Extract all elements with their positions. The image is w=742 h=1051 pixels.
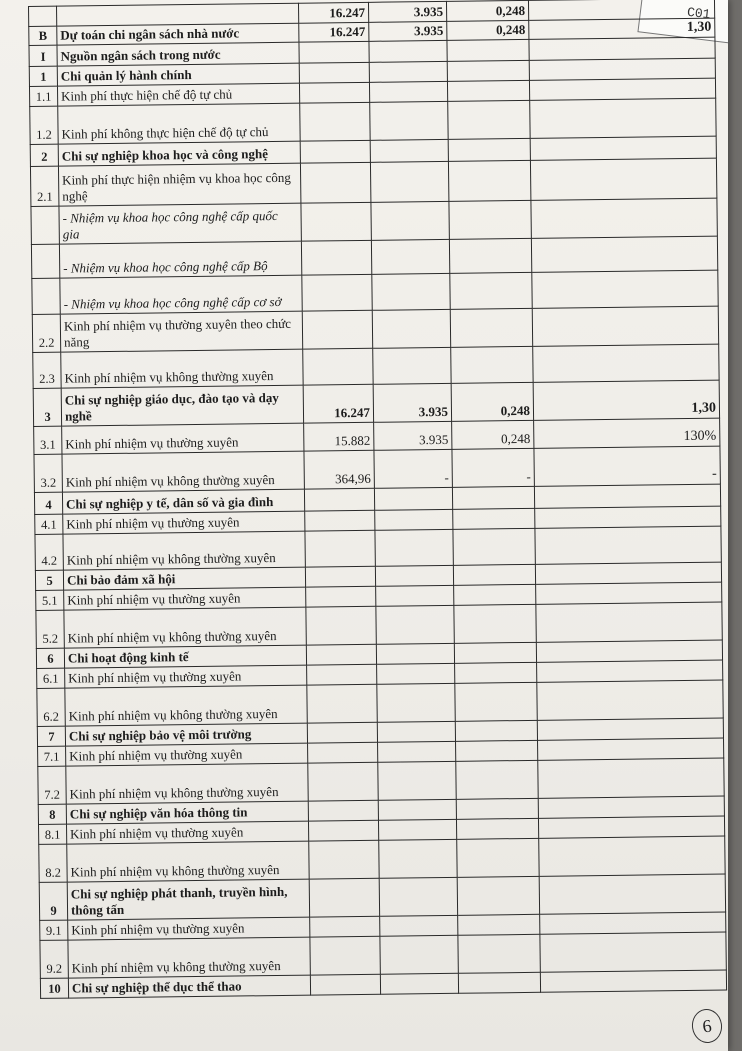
row-code: 2.1 — [30, 166, 58, 206]
row-item-name: Chi sự nghiệp phát thanh, truyền hình, thông tấn — [67, 879, 309, 920]
row-value-1 — [303, 349, 373, 386]
row-value-2 — [372, 274, 450, 311]
row-value-2 — [371, 240, 449, 275]
row-code: 1.1 — [29, 86, 57, 106]
row-value-2 — [378, 800, 456, 821]
row-value-3 — [447, 81, 529, 102]
row-code: 2 — [30, 144, 58, 166]
row-value-ratio — [531, 236, 717, 272]
row-value-3: 0,248 — [447, 20, 529, 40]
row-value-2 — [375, 566, 453, 587]
row-code: 8 — [38, 804, 66, 824]
row-value-ratio — [535, 506, 721, 528]
row-item-name: Chi sự nghiệp bảo vệ môi trường — [65, 723, 307, 746]
row-value-3 — [458, 935, 540, 974]
corner-code-label: C01 — [685, 4, 711, 23]
row-value-2 — [379, 878, 457, 917]
row-value-1: 16.247 — [298, 2, 368, 23]
row-code: 2.3 — [33, 352, 61, 388]
row-value-ratio — [536, 582, 722, 604]
row-item-name: Nguồn ngân sách trong nước — [57, 42, 299, 66]
row-item-name: Chi sự nghiệp thể dục thể thao — [68, 975, 310, 998]
row-value-1 — [304, 489, 374, 512]
row-value-2 — [379, 840, 457, 879]
row-code: 5 — [35, 570, 63, 590]
row-value-3: - — [452, 449, 534, 488]
row-code: 9.2 — [40, 940, 68, 978]
row-value-1 — [307, 685, 377, 724]
row-value-3 — [457, 839, 539, 878]
row-code: 6.1 — [37, 668, 65, 688]
row-value-1 — [306, 645, 376, 666]
row-value-2 — [377, 684, 455, 723]
row-code: 4.1 — [35, 514, 63, 534]
row-value-3 — [454, 605, 536, 644]
row-value-ratio — [537, 718, 723, 740]
row-value-ratio — [532, 306, 718, 346]
row-code: 3.1 — [34, 426, 62, 454]
row-value-1: 16.247 — [299, 22, 369, 42]
row-item-name: - Nhiệm vụ khoa học công nghệ cấp Bộ — [59, 241, 301, 278]
row-code: I — [29, 45, 57, 66]
row-value-ratio — [538, 796, 724, 818]
row-value-3: 0,248 — [452, 421, 534, 450]
row-value-ratio — [529, 58, 715, 80]
row-code: 4.2 — [35, 534, 63, 570]
row-value-ratio — [530, 98, 716, 138]
row-code: 3.2 — [34, 454, 62, 492]
row-value-ratio — [534, 484, 720, 508]
row-item-name: Chi sự nghiệp giáo dục, đào tạo và dạy nghề — [61, 385, 303, 426]
row-value-ratio — [538, 758, 724, 798]
row-item-name: Kinh phí nhiệm vụ không thường xuyên — [63, 531, 305, 570]
row-value-1 — [310, 917, 380, 938]
row-value-1 — [307, 723, 377, 744]
row-code: 2.2 — [32, 314, 60, 352]
row-value-2 — [377, 722, 455, 743]
row-value-ratio — [540, 932, 726, 972]
row-value-3 — [454, 585, 536, 606]
row-value-ratio — [539, 874, 725, 914]
row-value-ratio — [529, 78, 715, 100]
row-value-2 — [372, 310, 450, 349]
row-value-3 — [455, 683, 537, 722]
row-value-ratio — [536, 602, 722, 642]
row-code: 6 — [36, 648, 64, 668]
row-item-name: Kinh phí thực hiện nhiệm vụ khoa học công nghệ — [58, 163, 300, 206]
row-value-1 — [305, 511, 375, 532]
row-value-3 — [448, 139, 530, 162]
row-item-name: Chi bảo đảm xã hội — [63, 567, 305, 590]
row-value-ratio — [529, 37, 715, 60]
row-value-3 — [457, 877, 539, 916]
row-value-2: 3.935 — [369, 21, 447, 41]
row-code: 9.1 — [40, 920, 68, 940]
row-value-ratio — [540, 912, 726, 934]
row-code: 7 — [37, 726, 65, 746]
row-value-ratio: 130% — [534, 418, 720, 448]
row-value-3 — [450, 273, 532, 310]
row-value-2 — [369, 62, 447, 83]
row-value-1 — [307, 665, 377, 686]
row-value-2: 3.935 — [368, 1, 446, 22]
row-value-1 — [310, 937, 380, 976]
row-value-1 — [305, 567, 375, 588]
row-value-2: 3.935 — [374, 422, 452, 451]
row-value-1 — [309, 841, 379, 880]
budget-table-body — [29, 0, 727, 999]
row-value-ratio — [535, 526, 721, 564]
row-item-name: Kinh phí nhiệm vụ không thường xuyên — [64, 607, 306, 648]
row-value-ratio — [539, 836, 725, 876]
row-value-2 — [376, 644, 454, 665]
row-value-3 — [453, 565, 535, 586]
row-value-3 — [448, 101, 530, 140]
row-value-3 — [458, 973, 540, 994]
row-value-ratio — [532, 270, 718, 308]
row-value-3: 0,248 — [451, 383, 533, 422]
row-item-name: Chi hoạt động kinh tế — [64, 645, 306, 668]
row-value-ratio — [537, 680, 723, 720]
row-item-name: Kinh phí nhiệm vụ không thường xuyên — [67, 841, 309, 882]
row-value-ratio — [538, 738, 724, 760]
row-code — [32, 278, 60, 314]
row-value-ratio — [528, 0, 714, 23]
row-value-2 — [378, 762, 456, 801]
row-value-ratio — [530, 136, 716, 160]
row-value-1 — [308, 821, 378, 842]
row-value-2 — [369, 41, 447, 63]
row-value-2 — [370, 140, 448, 163]
row-code: 7.1 — [38, 746, 66, 766]
row-value-1: 364,96 — [304, 451, 374, 490]
row-value-2 — [374, 488, 452, 511]
row-value-3 — [452, 487, 534, 510]
row-item-name: Chi sự nghiệp khoa học và công nghệ — [58, 141, 300, 166]
row-code: 10 — [40, 978, 68, 998]
row-value-2 — [375, 510, 453, 531]
row-value-2 — [371, 202, 449, 241]
row-item-name: Chi sự nghiệp văn hóa thông tin — [66, 801, 308, 824]
row-value-3: 0,248 — [446, 0, 528, 21]
row-item-name: Kinh phí nhiệm vụ không thường xuyên — [68, 937, 310, 978]
row-value-1: 16.247 — [303, 385, 373, 424]
row-value-3 — [449, 239, 531, 274]
row-value-3 — [456, 741, 538, 762]
row-value-ratio — [540, 970, 726, 992]
row-item-name: Kinh phí nhiệm vụ thường xuyên — [64, 587, 306, 610]
row-value-2 — [370, 162, 448, 203]
row-code — [29, 6, 57, 26]
row-code: 7.2 — [38, 766, 66, 804]
row-value-1 — [299, 42, 369, 64]
row-code: 4 — [34, 492, 62, 514]
row-value-3 — [453, 529, 535, 566]
row-item-name: Kinh phí thực hiện chế độ tự chủ — [57, 83, 299, 106]
row-item-name: Kinh phí nhiệm vụ không thường xuyên — [66, 763, 308, 804]
row-value-ratio — [535, 562, 721, 584]
row-value-1 — [308, 743, 378, 764]
row-value-1 — [300, 163, 370, 204]
budget-table — [28, 0, 727, 999]
row-value-1 — [305, 531, 375, 568]
row-value-3 — [450, 309, 532, 348]
row-value-ratio — [531, 198, 717, 238]
row-item-name: Chi sự nghiệp y tế, dân số và gia đình — [62, 489, 304, 514]
row-item-name: Kinh phí nhiệm vụ thường xuyên — [66, 743, 308, 766]
row-code: 1 — [29, 66, 57, 86]
row-value-1 — [302, 275, 372, 312]
row-value-2 — [369, 82, 447, 103]
row-code: 1.2 — [30, 106, 58, 144]
row-value-3 — [455, 663, 537, 684]
row-value-2: 3.935 — [373, 384, 451, 423]
row-value-3 — [456, 819, 538, 840]
row-value-3 — [448, 161, 530, 202]
row-value-2: - — [374, 450, 452, 489]
row-value-1 — [309, 879, 379, 918]
row-value-ratio: - — [534, 446, 720, 486]
row-item-name: Kinh phí nhiệm vụ thường xuyên theo chức năng — [60, 311, 302, 352]
row-value-2 — [373, 348, 451, 385]
row-value-3 — [455, 721, 537, 742]
row-code: 9 — [39, 882, 67, 920]
row-value-3 — [458, 915, 540, 936]
row-value-ratio — [538, 816, 724, 838]
row-value-3 — [456, 799, 538, 820]
row-code: 8.2 — [39, 844, 67, 882]
row-value-1 — [299, 83, 369, 104]
row-value-ratio — [530, 158, 716, 200]
row-value-3 — [447, 40, 529, 62]
row-value-ratio — [536, 640, 722, 662]
row-value-3 — [447, 61, 529, 82]
row-item-name: Chi quản lý hành chính — [57, 63, 299, 86]
row-code: B — [29, 26, 57, 46]
row-value-1 — [308, 801, 378, 822]
row-item-name: Kinh phí nhiệm vụ thường xuyên — [68, 917, 310, 940]
row-item-name: Kinh phí nhiệm vụ thường xuyên — [65, 665, 307, 688]
row-value-1 — [301, 241, 371, 276]
row-value-3 — [454, 643, 536, 664]
row-value-2 — [370, 102, 448, 141]
row-item-name: - Nhiệm vụ khoa học công nghệ cấp cơ sở — [60, 275, 302, 314]
row-value-2 — [376, 606, 454, 645]
row-item-name: Kinh phí nhiệm vụ không thường xuyên — [65, 685, 307, 726]
row-item-name: Kinh phí nhiệm vụ thường xuyên — [67, 821, 309, 844]
row-value-ratio — [533, 344, 719, 382]
row-value-2 — [380, 936, 458, 975]
row-code: 6.2 — [37, 688, 65, 726]
row-code: 5.1 — [36, 590, 64, 610]
row-value-3 — [449, 201, 531, 240]
row-value-1: 15.882 — [304, 423, 374, 452]
row-value-1 — [301, 203, 371, 242]
row-value-2 — [380, 916, 458, 937]
row-item-name: Kinh phí nhiệm vụ không thường xuyên — [61, 349, 303, 388]
row-value-3 — [453, 509, 535, 530]
row-value-ratio: 1,30 — [529, 18, 715, 40]
row-value-2 — [375, 530, 453, 567]
row-value-1 — [308, 763, 378, 802]
row-code: 8.1 — [39, 824, 67, 844]
row-code: 5.2 — [36, 610, 64, 648]
row-value-ratio: 1,30 — [533, 380, 719, 420]
row-item-name: Dự toán chi ngân sách nhà nước — [57, 23, 299, 45]
handwritten-page-number: 6 — [690, 1007, 724, 1045]
row-value-2 — [376, 586, 454, 607]
row-value-ratio — [537, 660, 723, 682]
row-value-2 — [378, 742, 456, 763]
row-value-3 — [456, 761, 538, 800]
row-value-1 — [299, 63, 369, 84]
row-item-name: - Nhiệm vụ khoa học công nghệ cấp quốc gia — [59, 203, 301, 244]
row-code: 3 — [33, 388, 61, 426]
row-item-name: Kinh phí không thực hiện chế độ tự chủ — [58, 103, 300, 144]
row-code — [31, 244, 59, 278]
row-value-1 — [306, 587, 376, 608]
row-item-name: Kinh phí nhiệm vụ không thường xuyên — [62, 451, 304, 492]
row-value-1 — [302, 311, 372, 350]
row-value-2 — [378, 820, 456, 841]
row-value-1 — [306, 607, 376, 646]
row-value-1 — [300, 103, 370, 142]
row-item-name: Kinh phí nhiệm vụ thường xuyên — [63, 511, 305, 534]
row-value-1 — [310, 975, 380, 996]
row-code — [31, 206, 59, 244]
row-value-2 — [377, 664, 455, 685]
row-value-1 — [300, 141, 370, 164]
row-value-3 — [451, 347, 533, 384]
row-value-2 — [380, 974, 458, 995]
row-item-name: Kinh phí nhiệm vụ thường xuyên — [62, 423, 304, 454]
